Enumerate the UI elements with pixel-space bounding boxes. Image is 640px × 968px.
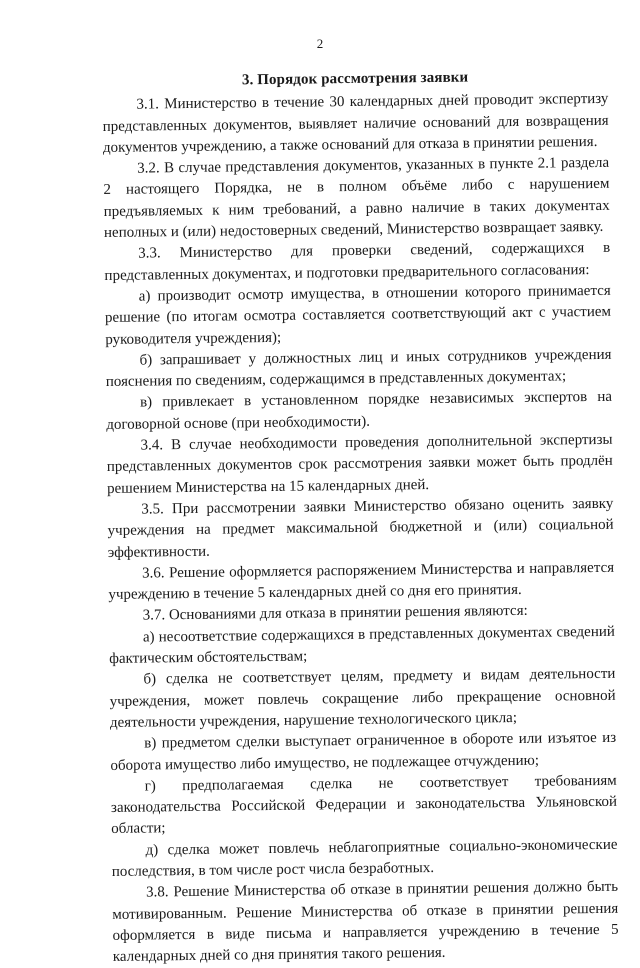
paragraph-3-6: 3.6. Решение оформляется распоряжением Министерства и направляется учреждению в течение 5 календарных дней со дня его принятия. [108,559,615,604]
list-item-3-7-b: б) сделка не соответствует целям, предмету и видам деятельности учреждения, может повлечь сокращение либо прекращение основной деятельности учреждения, нарушение технологического цикла; [109,666,616,731]
list-item-3-3-c: в) привлекает в установленном порядке независимых экспертов на договорной основе (при необходимости). [106,389,613,433]
paragraph-3-3: 3.3. Министерство для проверки сведений, содержащихся в представленных документах, и подготовки предварительного согласования: [104,240,611,284]
paragraph-3-5: 3.5. При рассмотрении заявки Министерство обязано оценить заявку учреждения на предмет максимальной бюджетной и (или) социальной эффективности. [107,495,614,561]
paragraph-3-4: 3.4. В случае необходимости проведения дополнительной экспертизы представленных документов срок рассмотрения заявки может быть продлён решением Министерства на 15 календарных дней. [106,431,613,497]
paragraph-3-7: 3.7. Основаниями для отказа в принятии решения являются: [142,603,528,624]
paragraph-3-8: 3.8. Решение Министерства об отказе в принятии решения должно быть мотивированным. Решение Министерства об отказе в принятии решения оформляется в виде письма и направляется учреждению в течение 5 календарных дней со дня принятия такого решения. [112,879,619,966]
paragraph-3-2: 3.2. В случае представления документов, указанных в пункте 2.1 раздела 2 настоящего Порядка, не в полном объёме либо с нарушением предъявляемых к ним требований, а равно наличие в таких документах неполных и (или) недостоверных сведений, Министерство возвращает заявку. [103,154,610,242]
list-item-3-7-a: а) несоответствие содержащихся в представленных документах сведений фактическим обстоятельствам; [109,623,615,667]
list-item-3-3-a: а) производит осмотр имущества, в отношении которого принимается решение (по итогам осмотра составляется соответствующий акт с участием руководителя учреждения); [104,282,612,348]
list-item-3-3-b: б) запрашивает у должностных лиц и иных сотрудников учреждения пояснения по сведениям, содержащимся в представленных документах; [105,346,612,391]
list-item-3-7-d: г) предполагаемая сделка не соответствует требованиям законодательства Российской Федерации и законодательства Ульяновской области; [110,772,618,838]
page-number: 2 [316,36,324,51]
paragraph-3-1: 3.1. Министерство в течение 30 календарных дней проводит экспертизу представленных документов, выявляет наличие оснований для возвращения документов учреждению, а также оснований для отказа в принятии решения. [102,91,609,156]
list-item-3-7-c: в) предметом сделки выступает ограниченное в обороте или изъятое из оборота имущество либо имущество, не подлежащее отчуждению; [110,729,617,774]
document-body [102,66,619,968]
section-heading: 3. Порядок рассмотрения заявки [241,69,469,89]
list-item-3-7-e: д) сделка может повлечь неблагоприятные социально-экономические последствия, в том числе рост числа безработных. [111,836,618,880]
